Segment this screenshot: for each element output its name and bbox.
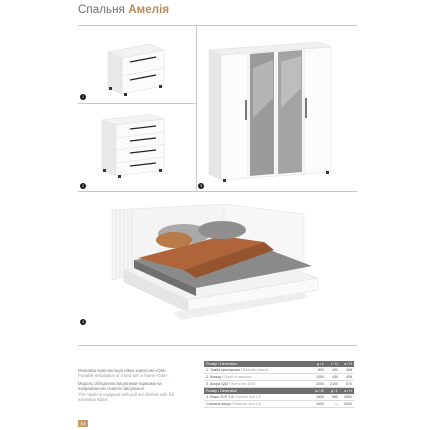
table-row: [204, 374, 354, 381]
row-value: 408: [346, 375, 352, 379]
row-value: 2060: [344, 395, 352, 399]
row-name-en: Bedside cabinet: [242, 368, 269, 372]
double-bed-drawing: [104, 200, 334, 330]
row-name-uk: 3. Шафа 4ДЗ: [206, 382, 228, 386]
row-value: 1600: [316, 402, 324, 406]
table-header-col-1: д / L: [316, 362, 324, 366]
description-1-en: Possible installation of a bed with a frame «OM».: [78, 373, 169, 379]
chest-of-drawers-drawing: [98, 110, 172, 182]
row-name: 4. Ліжко 2СП 1.6 / Double bed 1.6: [206, 395, 261, 399]
row-value: 1050: [316, 375, 324, 379]
page-title-block: [78, 0, 169, 14]
description-1-uk: Можлива комплектація ліжка каркасом «ОМ».: [78, 368, 168, 373]
title-accent: Амелія: [128, 4, 170, 16]
row-name: 2. Комод / Chest of drawers: [206, 375, 251, 379]
row-value: 980: [332, 395, 338, 399]
marker-1: 1: [81, 94, 85, 99]
table-row: [204, 401, 354, 408]
row-value: 2100: [330, 382, 338, 386]
marker-3: 3: [199, 183, 203, 188]
top-horizontal-divider: [78, 25, 357, 26]
page-number-badge: 14: [78, 420, 88, 427]
row-name: Спальне місце / Mattress size 1.6: [206, 402, 261, 406]
description-paragraph-2: [78, 381, 188, 403]
dimensions-table: [204, 361, 354, 408]
marker-4: 4: [81, 319, 85, 324]
row-name-uk: Спальне місце: [206, 402, 231, 406]
description-paragraph-1: [78, 368, 188, 379]
row-value: 2000: [316, 382, 324, 386]
row-value: 2000: [344, 402, 352, 406]
row-value: 500: [318, 368, 324, 372]
row-name: 3. Шафа 4ДЗ / Wardrobe 4DM: [206, 382, 256, 386]
row-value: 1800: [316, 395, 324, 399]
bedside-cabinet-drawing: [104, 38, 168, 100]
wardrobe-drawing: [203, 38, 339, 184]
description-2-en: The model is equipped with pull out shelves with full extension slides.: [78, 391, 175, 403]
chest-of-drawers-image: [98, 110, 172, 187]
row-name-en: Wardrobe 4DM: [230, 382, 256, 386]
row-name-en: Double bed 1.6: [236, 395, 261, 399]
table-header-label: Розмір / Dimension: [206, 362, 238, 366]
row-value: 450: [332, 368, 338, 372]
row-name-uk: 1. Тумба приліжкова: [206, 368, 240, 372]
table-header-label: Розмір / Dimension: [206, 389, 238, 393]
bottom-horizontal-divider: [78, 345, 357, 346]
table-header-col-2: д / L: [330, 389, 338, 393]
middle-horizontal-divider: [78, 191, 357, 192]
page-title: [78, 4, 169, 16]
table-header-col-2: г / D: [331, 362, 338, 366]
title-regular: Спальня: [78, 4, 125, 16]
row-value: 408: [346, 368, 352, 372]
table-row: [204, 381, 354, 388]
table-row: [204, 394, 354, 401]
row-value: 450: [332, 375, 338, 379]
description-block: [78, 368, 188, 404]
row-name-en: Chest of drawers: [223, 375, 251, 379]
row-name-uk: 2. Комод: [206, 375, 221, 379]
row-name-en: Mattress size 1.6: [233, 402, 261, 406]
row-name-uk: 4. Ліжко 2СП 1.6: [206, 395, 234, 399]
double-bed-image: [104, 200, 334, 335]
table-header-col-1: ш / W: [314, 389, 324, 393]
table-header-col-3: в / H: [344, 389, 352, 393]
description-2-uk: Модель обладнана висувними ящиками на направляючих повного висування.: [78, 380, 162, 392]
marker-2: 2: [81, 183, 85, 188]
left-vertical-divider: [196, 25, 197, 191]
table-row: [204, 367, 354, 374]
table-header-col-3: в / H: [344, 362, 352, 366]
row-name: 1. Тумба приліжкова / Bedside cabinet: [206, 368, 269, 372]
wardrobe-image: [203, 38, 339, 189]
row-value: —: [334, 402, 338, 406]
row-value: 570: [346, 382, 352, 386]
bedside-cabinet-image: [104, 38, 168, 105]
